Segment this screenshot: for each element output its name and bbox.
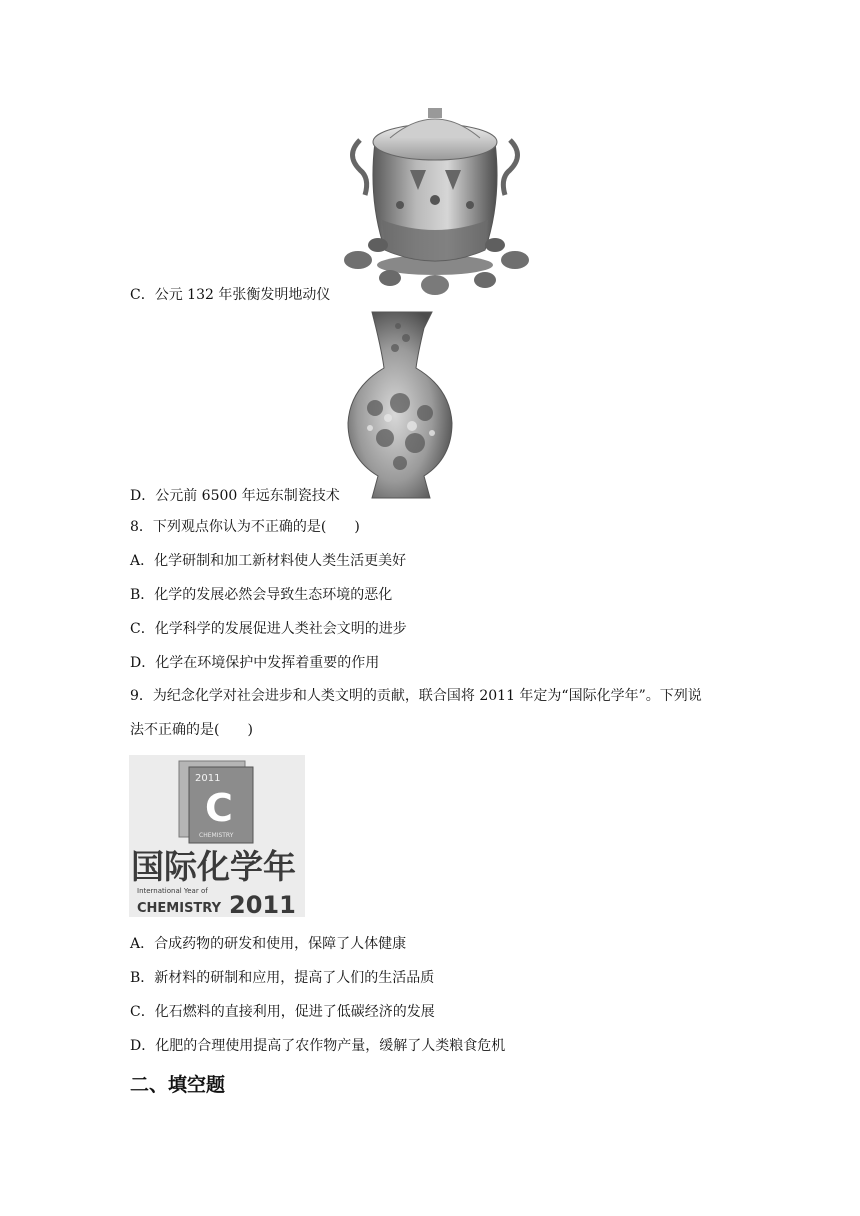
logo-letter: C <box>205 786 233 830</box>
logo-subtitle-en: International Year of <box>137 887 208 895</box>
vase-illustration <box>340 308 460 500</box>
q8-option-d: D．化学在环境保护中发挥着重要的作用 <box>130 655 380 671</box>
seismograph-image <box>330 100 545 300</box>
q8-option-b: B．化学的发展必然会导致生态环境的恶化 <box>130 587 393 603</box>
porcelain-vase-image <box>340 308 460 500</box>
logo-year-small: 2011 <box>195 773 221 784</box>
logo-year-big: 2011 <box>229 891 296 917</box>
q7-option-d: D．公元前 6500 年远东制瓷技术 <box>130 488 340 504</box>
logo-title-cn: 国际化学年 <box>131 847 296 886</box>
q9-option-d: D．化肥的合理使用提高了农作物产量，缓解了人类粮食危机 <box>130 1038 506 1054</box>
iyc-logo <box>129 755 305 917</box>
q9-stem-line1: 9．为纪念化学对社会进步和人类文明的贡献，联合国将 2011 年定为“国际化学年”。下列说 <box>130 688 702 704</box>
q7-option-c: C．公元 132 年张衡发明地动仪 <box>130 287 331 303</box>
q9-option-b: B．新材料的研制和应用，提高了人们的生活品质 <box>130 970 435 986</box>
logo-word-small: CHEMISTRY <box>199 832 234 839</box>
q8-option-a: A．化学研制和加工新材料使人类生活更美好 <box>130 553 407 569</box>
logo-chem-word: CHEMISTRY <box>137 901 222 916</box>
section-title-fill-in: 二、填空题 <box>130 1074 226 1096</box>
q9-option-c: C．化石燃料的直接利用，促进了低碳经济的发展 <box>130 1004 435 1020</box>
seismograph-illustration <box>330 100 545 300</box>
q9-stem-line2: 法不正确的是( ) <box>130 722 253 738</box>
iyc-logo-graphic <box>129 755 305 917</box>
q8-option-c: C．化学科学的发展促进人类社会文明的进步 <box>130 621 407 637</box>
q8-stem: 8．下列观点你认为不正确的是( ) <box>130 519 360 535</box>
q9-option-a: A．合成药物的研发和使用，保障了人体健康 <box>130 936 407 952</box>
